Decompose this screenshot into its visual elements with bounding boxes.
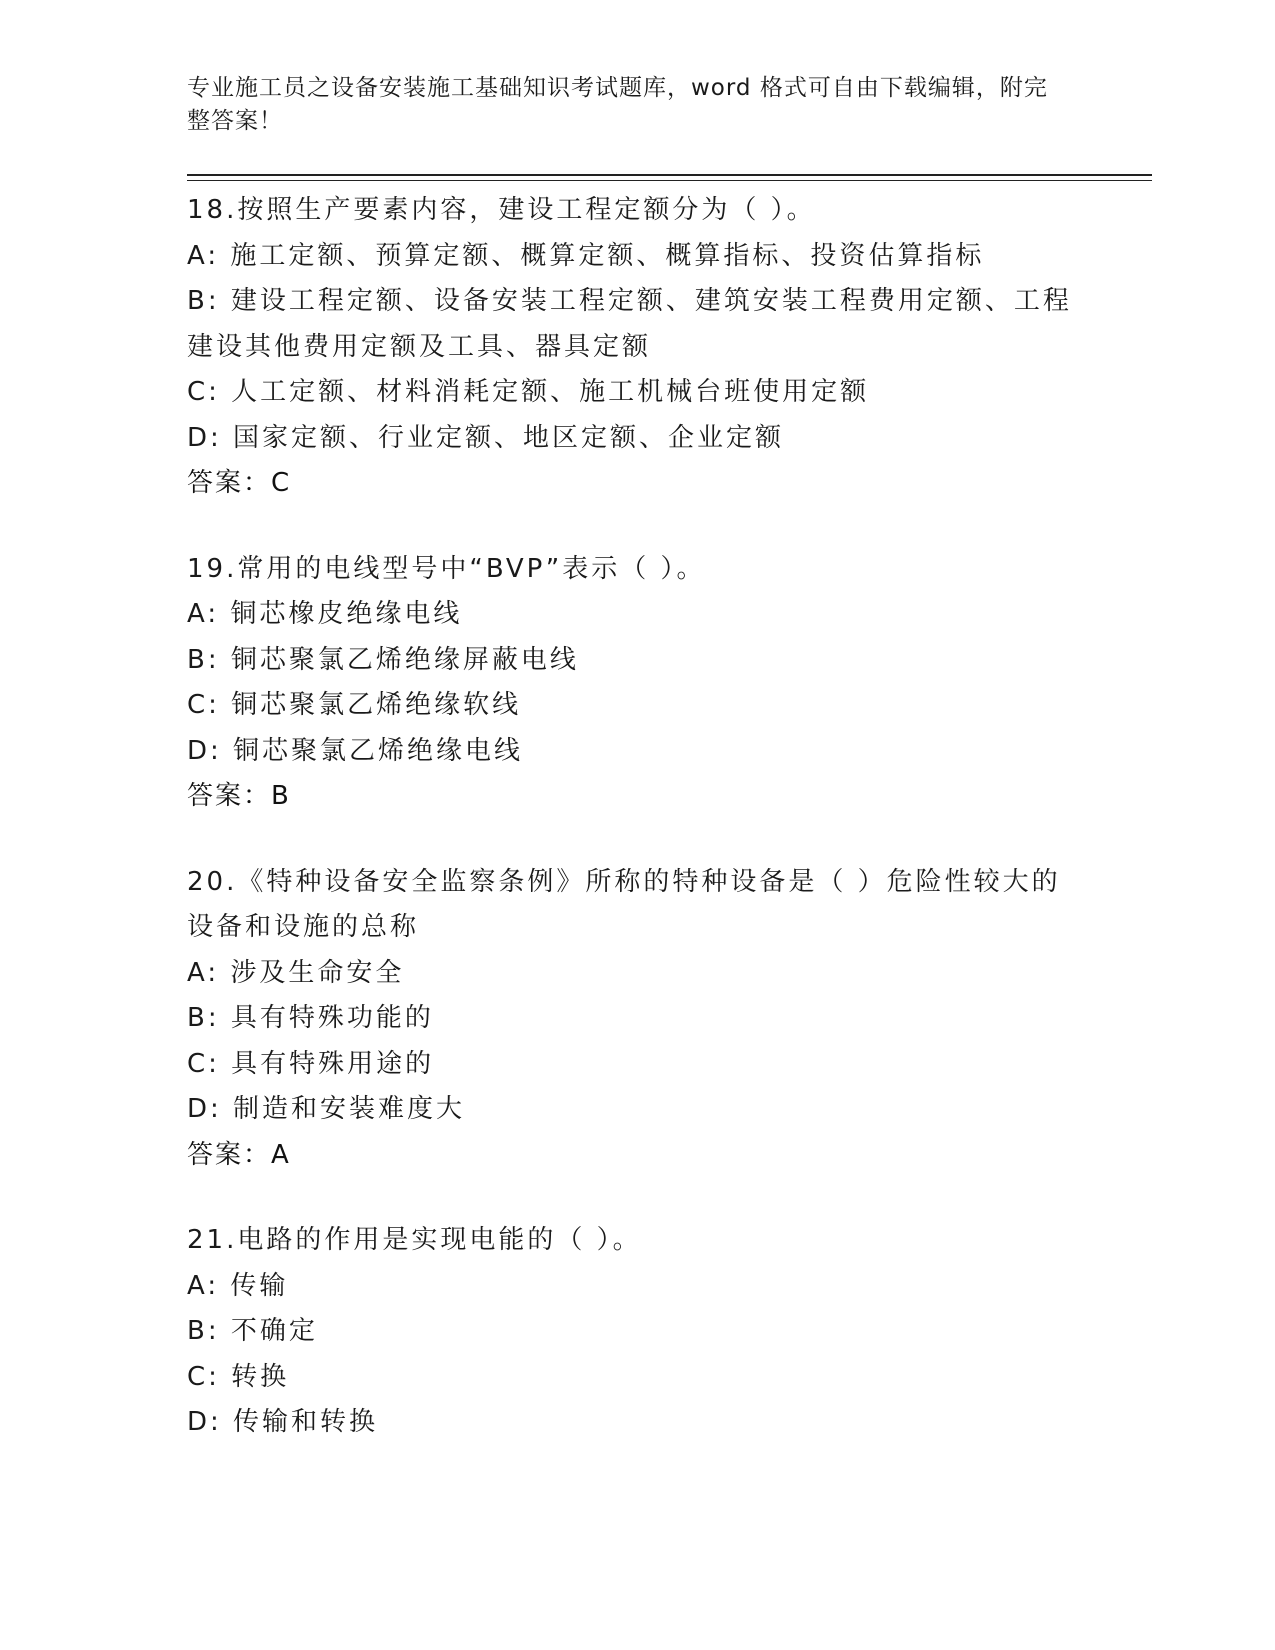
- option-a: A: 涉及生命安全: [187, 957, 405, 988]
- option-a: A: 铜芯橡皮绝缘电线: [187, 599, 463, 629]
- question-stem: 19.常用的电线型号中“BVP”表示（ ）。: [187, 553, 706, 584]
- question-stem: 20.《特种设备安全监察条例》所称的特种设备是（ ）危险性较大的设备和设施的总称: [187, 866, 1061, 942]
- option-d: D: 制造和安装难度大: [187, 1094, 466, 1124]
- option-c: C: 铜芯聚氯乙烯绝缘软线: [187, 690, 522, 720]
- option-a: A: 传输: [187, 1270, 289, 1301]
- question-18: [187, 188, 1087, 507]
- question-list: [187, 188, 1087, 1486]
- option-c: C: 转换: [187, 1361, 290, 1392]
- option-b: B: 具有特殊功能的: [187, 1003, 434, 1033]
- question-19: [187, 547, 1087, 820]
- question-21: [187, 1218, 1087, 1446]
- question-stem: 18.按照生产要素内容，建设工程定额分为（ ）。: [187, 195, 816, 225]
- header-rule-thick: [187, 174, 1152, 176]
- option-c: C: 具有特殊用途的: [187, 1048, 435, 1079]
- question-stem: 21.电路的作用是实现电能的（ ）。: [187, 1225, 642, 1255]
- option-a: A: 施工定额、预算定额、概算定额、概算指标、投资估算指标: [187, 240, 985, 271]
- document-header: 专业施工员之设备安装施工基础知识考试题库，word 格式可自由下载编辑，附完整答案！: [187, 75, 1048, 134]
- option-b: B: 铜芯聚氯乙烯绝缘屏蔽电线: [187, 644, 579, 675]
- answer-text: 答案：C: [187, 468, 292, 498]
- answer-text: 答案：B: [187, 781, 291, 811]
- answer-text: 答案：A: [187, 1139, 291, 1170]
- option-d: D: 国家定额、行业定额、地区定额、企业定额: [187, 422, 785, 453]
- option-d: D: 铜芯聚氯乙烯绝缘电线: [187, 735, 524, 766]
- option-c: C: 人工定额、材料消耗定额、施工机械台班使用定额: [187, 377, 870, 407]
- option-b: B: 建设工程定额、设备安装工程定额、建筑安装工程费用定额、工程建设其他费用定额及工具、器具定额: [187, 286, 1072, 362]
- option-d: D: 传输和转换: [187, 1407, 379, 1437]
- header-rule-thin: [187, 180, 1152, 181]
- question-20: [187, 860, 1087, 1179]
- option-b: B: 不确定: [187, 1316, 318, 1346]
